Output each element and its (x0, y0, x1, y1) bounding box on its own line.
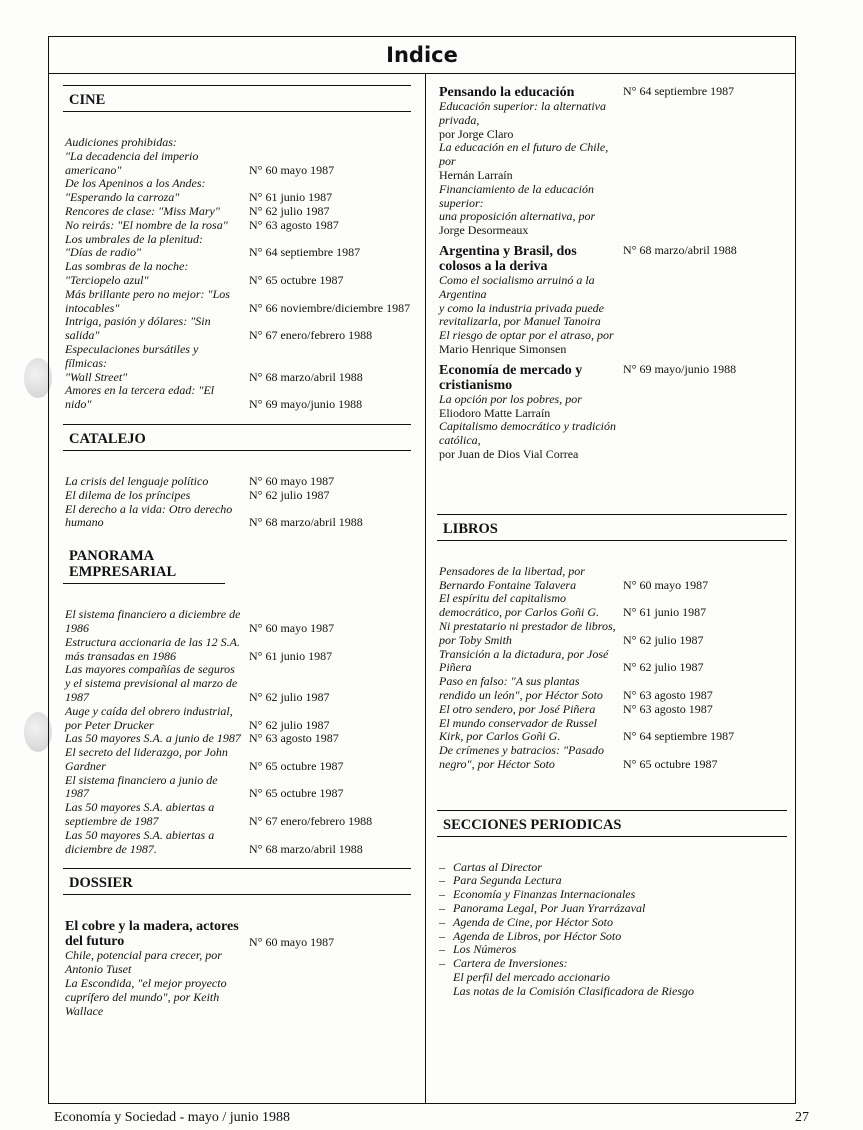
entry-list (63, 136, 411, 412)
entry-title: Paso en falso: "A sus plantas rendido un león", por Héctor Soto (439, 674, 603, 702)
issue-ref: N° 68 marzo/abril 1988 (249, 369, 363, 384)
dossier-title: El cobre y la madera, actores del futuro (65, 919, 239, 950)
periodic-section-label: Economía y Finanzas Internacionales (453, 887, 636, 902)
feature-line: por Jorge Claro (439, 126, 514, 141)
footer-publication: Economía y Sociedad - mayo / junio 1988 (54, 1110, 291, 1125)
issue-ref: N° 62 julio 1987 (249, 487, 330, 502)
section-secciones (437, 810, 787, 999)
index-entry (63, 177, 411, 191)
feature-line: una proposición alternativa, por (439, 209, 596, 224)
feature-line: El riesgo de optar por el atraso, por (439, 328, 614, 343)
index-entry (63, 732, 411, 746)
issue-ref: N° 60 mayo 1987 (249, 934, 335, 949)
section-heading: CINE (63, 85, 411, 112)
index-entry (63, 246, 411, 260)
index-entry (437, 648, 787, 676)
issue-ref: N° 65 octubre 1987 (623, 756, 718, 771)
periodic-section-label: Agenda de Cine, por Héctor Soto (453, 914, 613, 929)
section-libros (437, 514, 787, 772)
index-entry (63, 489, 411, 503)
feature-entry (437, 363, 787, 393)
index-entry (63, 136, 411, 150)
dash-marker: – (439, 887, 445, 902)
entry-title: Rencores de clase: "Miss Mary" (65, 203, 220, 218)
entry-title: El otro sendero, por José Piñera (439, 701, 596, 716)
issue-ref: N° 65 octubre 1987 (249, 272, 344, 287)
entry-title: De los Apeninos a los Andes: (65, 176, 206, 191)
entry-title: El sistema financiero a junio de 1987 (65, 772, 218, 801)
issue-ref: N° 67 enero/febrero 1988 (249, 328, 373, 343)
index-entry (63, 475, 411, 489)
dash-marker: – (439, 873, 445, 888)
section-heading: PANORAMA EMPRESARIAL (63, 542, 225, 584)
entry-title: Auge y caída del obrero industrial, (65, 703, 233, 718)
index-entry (63, 219, 411, 233)
entry-title: Más brillante pero no mejor: "Los intocables" (65, 286, 230, 315)
issue-ref: N° 62 julio 1987 (249, 203, 330, 218)
index-entry (63, 801, 411, 829)
index-entry (437, 620, 787, 648)
index-entry (63, 746, 411, 774)
issue-ref: N° 68 marzo/abril 1988 (249, 841, 363, 856)
issue-ref: N° 60 mayo 1987 (249, 473, 335, 488)
index-entry (63, 150, 411, 178)
feature-title: Pensando la educación (439, 85, 575, 100)
issue-ref: N° 67 enero/febrero 1988 (249, 814, 373, 829)
feature-block (437, 363, 787, 462)
periodic-section-label: Para Segunda Lectura (453, 873, 562, 888)
index-entry (437, 675, 787, 703)
issue-ref: N° 65 octubre 1987 (249, 786, 344, 801)
entry-title: Las 50 mayores S.A. abiertas a diciembre de 1987. (65, 827, 215, 856)
feature-line: Hernán Larraín (439, 167, 513, 182)
entry-list (437, 565, 787, 772)
entry-title: El sistema financiero a diciembre de 1986 (65, 607, 241, 635)
issue-ref: N° 68 marzo/abril 1988 (623, 242, 737, 257)
index-entry (437, 592, 787, 620)
entry-title: Estructura accionaria de las 12 S.A. más transadas en 1986 (65, 634, 240, 663)
title-divider (49, 73, 795, 74)
entry-title: Transición a la dictadura, por José Piñera (439, 646, 609, 675)
periodic-section-item (439, 943, 787, 957)
entry-list (63, 608, 411, 856)
issue-ref: N° 60 mayo 1987 (249, 162, 335, 177)
issue-ref: N° 66 noviembre/diciembre 1987 (249, 300, 411, 315)
section-heading: SECCIONES PERIODICAS (437, 810, 787, 837)
index-entry (63, 774, 411, 802)
entry-title: Las sombras de la noche: "Terciopelo azul" (65, 259, 189, 287)
dossier-entry (63, 919, 411, 949)
index-entry (63, 705, 411, 719)
feature-line: Mario Henrique Simonsen (439, 341, 567, 356)
entry-title: "Esperando la carroza" (65, 190, 180, 205)
index-entry (437, 717, 787, 745)
feature-line: y como la industria privada puede revitalizarla, por Manuel Tanoira (439, 300, 604, 329)
section-dossier (63, 868, 411, 1018)
entry-title: Los umbrales de la plenitud: (65, 231, 203, 246)
entry-title: Amores en la tercera edad: "El nido" (65, 383, 215, 412)
issue-ref: N° 64 septiembre 1987 (249, 245, 361, 260)
entry-list (63, 475, 411, 530)
index-entry (437, 703, 787, 717)
index-entry (63, 343, 411, 371)
issue-ref: N° 63 agosto 1987 (623, 701, 713, 716)
periodic-section-label: Cartera de Inversiones: (453, 956, 568, 971)
issue-ref: N° 69 mayo/junio 1988 (249, 397, 363, 412)
dossier-line: Chile, potencial para crecer, por Antonio Tuset (65, 948, 222, 977)
entry-title: "La decadencia del imperio americano" (65, 148, 199, 177)
entry-title: Las mayores compañías de seguros y el sistema previsional al marzo de 1987 (65, 662, 238, 704)
feature-line: Capitalismo democrático y tradición católica, (439, 419, 616, 448)
issue-ref: N° 65 octubre 1987 (249, 758, 344, 773)
issue-ref: N° 61 junio 1987 (249, 648, 333, 663)
section-catalejo (63, 424, 411, 530)
index-entry (63, 636, 411, 664)
index-entry (63, 719, 411, 733)
index-entry (63, 371, 411, 385)
feature-line: Financiamiento de la educación superior: (439, 181, 594, 210)
issue-ref: N° 62 julio 1987 (623, 632, 704, 647)
issue-ref: N° 62 julio 1987 (249, 717, 330, 732)
section-heading: LIBROS (437, 514, 787, 541)
entry-title: El derecho a la vida: Otro derecho humano (65, 501, 233, 530)
issue-ref: N° 60 mayo 1987 (623, 577, 709, 592)
section-heading: DOSSIER (63, 868, 411, 895)
index-entry (63, 191, 411, 205)
feature-articles (437, 85, 787, 462)
entry-title: El mundo conservador de Russel Kirk, por Carlos Goñi G. (439, 715, 597, 744)
issue-ref: N° 61 junio 1987 (249, 190, 333, 205)
index-entry (63, 288, 411, 316)
issue-ref: N° 63 agosto 1987 (249, 731, 339, 746)
issue-ref: N° 62 julio 1987 (249, 689, 330, 704)
entry-title: Ni prestatario ni prestador de libros, por Toby Smith (439, 618, 616, 647)
entry-title: Las 50 mayores S.A. a junio de 1987 (65, 731, 241, 746)
issue-ref: N° 68 marzo/abril 1988 (249, 515, 363, 530)
periodic-section-item (439, 930, 787, 944)
periodic-section-item (439, 874, 787, 888)
issue-ref: N° 60 mayo 1987 (249, 620, 335, 635)
issue-ref: N° 63 agosto 1987 (249, 217, 339, 232)
entry-title: La crisis del lenguaje político (65, 473, 209, 488)
index-entry (437, 744, 787, 772)
entry-title: Intriga, pasión y dólares: "Sin salida" (65, 314, 211, 343)
dash-marker: – (439, 914, 445, 929)
index-entry (63, 829, 411, 857)
feature-line: por Juan de Dios Vial Correa (439, 446, 579, 461)
feature-entry (437, 85, 787, 100)
periodic-sections-list (437, 861, 787, 999)
index-entry (63, 608, 411, 636)
entry-title: Las 50 mayores S.A. abiertas a septiembre de 1987 (65, 800, 215, 829)
index-entry (63, 315, 411, 343)
entry-title: No reirás: "El nombre de la rosa" (65, 217, 228, 232)
feature-entry (437, 244, 787, 274)
issue-ref: N° 61 junio 1987 (623, 605, 707, 620)
feature-line: Educación superior: la alternativa privada, (439, 99, 606, 127)
feature-title: Economía de mercado y cristianismo (439, 362, 583, 393)
periodic-section-label: Los Números (453, 942, 517, 957)
column-divider (425, 73, 426, 1103)
index-entry (63, 233, 411, 247)
feature-block (437, 244, 787, 357)
issue-ref: N° 69 mayo/junio 1988 (623, 361, 737, 376)
feature-line: Eliodoro Matte Larraín (439, 405, 551, 420)
issue-ref: N° 62 julio 1987 (623, 660, 704, 675)
periodic-subitem: Las notas de la Comisión Clasificadora de Riesgo (453, 983, 695, 998)
periodic-section-item (439, 957, 787, 971)
index-entry (63, 384, 411, 412)
entry-title: Pensadores de la libertad, por Bernardo Fontaine Talavera (439, 563, 585, 592)
feature-line: La opción por los pobres, por (439, 391, 582, 406)
entry-title: "Wall Street" (65, 369, 128, 384)
entry-title: El dilema de los príncipes (65, 487, 191, 502)
dash-marker: – (439, 928, 445, 943)
periodic-section-label: Panorama Legal, Por Juan Yrarrázaval (453, 901, 646, 916)
issue-ref: N° 63 agosto 1987 (623, 687, 713, 702)
index-entry (63, 205, 411, 219)
section-panorama (63, 542, 411, 856)
entry-title: "Días de radio" (65, 245, 142, 260)
index-entry (63, 663, 411, 704)
page-number: 27 (795, 1110, 809, 1125)
entry-title: De crímenes y batracios: "Pasado negro", por Héctor Soto (439, 743, 605, 771)
section-cine (63, 85, 411, 412)
feature-title: Argentina y Brasil, dos colosos a la deriva (439, 243, 577, 274)
feature-line: Jorge Desormeaux (439, 223, 529, 238)
dash-marker: – (439, 901, 445, 916)
dash-marker: – (439, 859, 445, 874)
index-entry (437, 565, 787, 593)
entry-title: Audiciones prohibidas: (65, 135, 177, 149)
periodic-section-item (439, 902, 787, 916)
index-frame (48, 36, 796, 1104)
left-column (63, 85, 411, 1030)
periodic-section-item (439, 916, 787, 930)
issue-ref: N° 64 septiembre 1987 (623, 84, 735, 98)
periodic-section-label: Cartas al Director (453, 859, 542, 874)
periodic-section-label: Agenda de Libros, por Héctor Soto (453, 928, 622, 943)
page-title: Indice (386, 43, 458, 67)
index-entry (63, 503, 411, 531)
issue-ref: N° 64 septiembre 1987 (623, 729, 735, 744)
feature-line: La educación en el futuro de Chile, por (439, 140, 609, 169)
index-entry (63, 260, 411, 288)
entry-title: El espíritu del capitalismo democrático, por Carlos Goñi G. (439, 591, 599, 620)
feature-block (437, 85, 787, 238)
entry-title: por Peter Drucker (65, 717, 154, 732)
feature-line: Como el socialismo arruinó a la Argentina (439, 272, 595, 301)
entry-title: Especulaciones bursátiles y fílmicas: (65, 341, 199, 370)
dash-marker: – (439, 956, 445, 971)
section-heading: CATALEJO (63, 424, 411, 451)
dossier-line: La Escondida, "el mejor proyecto cuprífero del mundo", por Keith Wallace (65, 976, 227, 1018)
periodic-section-item (439, 861, 787, 875)
dash-marker: – (439, 942, 445, 957)
right-column (437, 85, 787, 1011)
periodic-section-item (439, 888, 787, 902)
entry-title: El secreto del liderazgo, por John Gardner (65, 745, 228, 773)
periodic-subitem: El perfil del mercado accionario (453, 970, 610, 985)
